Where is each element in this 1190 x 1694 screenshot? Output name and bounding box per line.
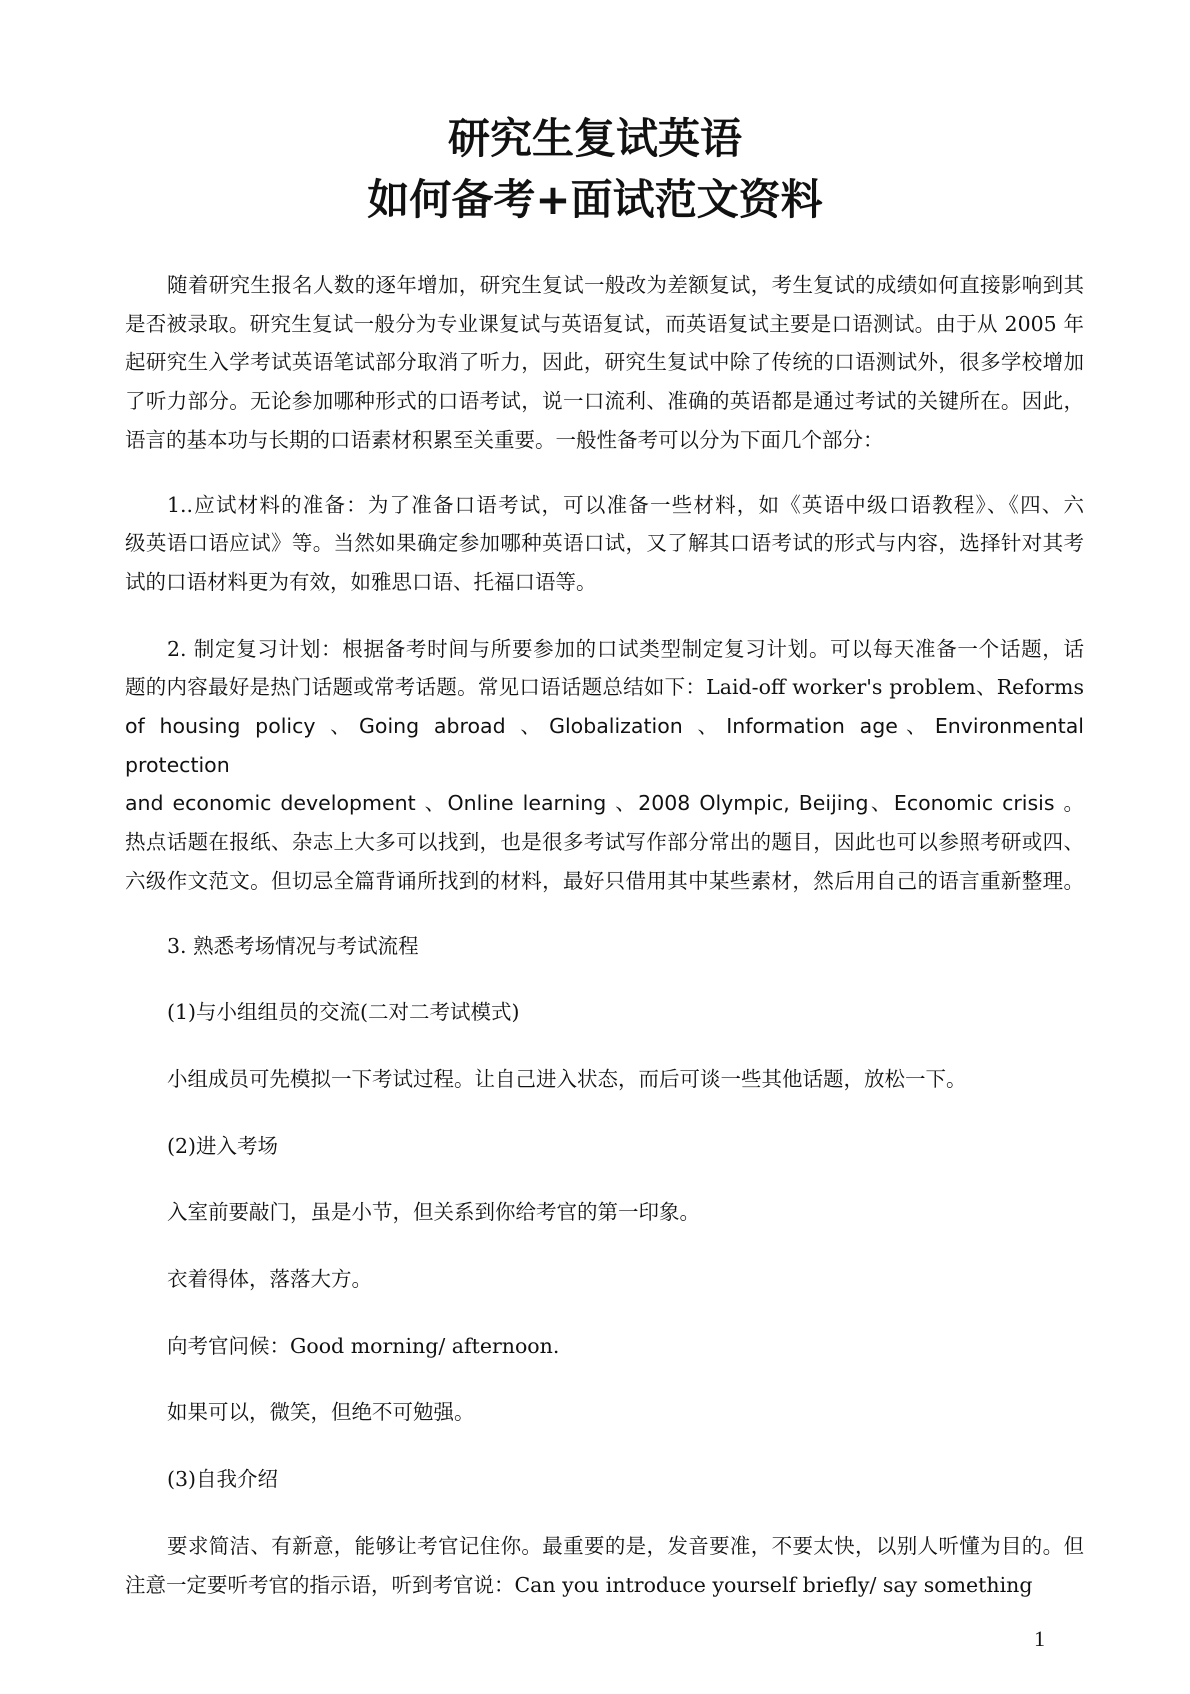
part3-sub1-text: 小组成员可先模拟一下考试过程。让自己进入状态，而后可谈一些其他话题，放松一下。 <box>167 1066 967 1091</box>
part3-sub2-heading: (2)进入考场 <box>167 1133 279 1158</box>
part2-line: 2. 制定复习计划：根据备考时间与所要参加的口试类型制定复习计划。可以每天准备一个话题，话 <box>167 636 1084 661</box>
part2-line: of housing policy 、Going abroad 、Globalization 、Information age、Environmental protection <box>125 714 1084 777</box>
intro-line: 了听力部分。无论参加哪种形式的口语考试，说一口流利、准确的英语都是通过考试的关键所在。因此， <box>125 389 1084 414</box>
part3-sub2-line: 如果可以，微笑，但绝不可勉强。 <box>167 1400 475 1425</box>
part1-line: 级英语口语应试》等。当然如果确定参加哪种英语口试，又了解其口语考试的形式与内容，选择针对其考 <box>125 531 1084 556</box>
part3-sub3-heading: (3)自我介绍 <box>167 1467 279 1492</box>
document-title-line-1: 研究生复试英语 <box>447 114 742 163</box>
part2-line: 题的内容最好是热门话题或常考话题。常见口语话题总结如下：Laid-off worker's problem、Reforms <box>125 675 1084 700</box>
intro-line: 起研究生入学考试英语笔试部分取消了听力，因此，研究生复试中除了传统的口语测试外，很多学校增加 <box>125 350 1084 375</box>
part3-heading: 3. 熟悉考场情况与考试流程 <box>167 933 419 958</box>
part2-line: 热点话题在报纸、杂志上大多可以找到，也是很多考试写作部分常出的题目，因此也可以参照考研或四、 <box>125 830 1084 855</box>
part3-sub1-heading: (1)与小组组员的交流(二对二考试模式) <box>167 1000 520 1025</box>
part3-sub3-line: 要求简洁、有新意，能够让考官记住你。最重要的是，发音要准，不要太快，以别人听懂为目的。但 <box>167 1533 1084 1558</box>
part1-line: 1..应试材料的准备：为了准备口语考试，可以准备一些材料，如《英语中级口语教程》、《四、六 <box>167 492 1084 517</box>
part3-sub2-line: 向考官问候：Good morning/ afternoon. <box>167 1333 560 1358</box>
part3-sub2-line: 衣着得体，落落大方。 <box>167 1267 372 1292</box>
part2-line: 六级作文范文。但切忌全篇背诵所找到的材料，最好只借用其中某些素材，然后用自己的语言重新整理。 <box>125 868 1084 893</box>
intro-line: 随着研究生报名人数的逐年增加，研究生复试一般改为差额复试，考生复试的成绩如何直接影响到其 <box>167 273 1084 297</box>
page-number: 1 <box>1034 1626 1045 1652</box>
intro-line: 是否被录取。研究生复试一般分为专业课复试与英语复试，而英语复试主要是口语测试。由于从 2005 年 <box>125 311 1084 336</box>
part3-sub2-line: 入室前要敲门，虽是小节，但关系到你给考官的第一印象。 <box>167 1200 700 1225</box>
intro-line: 语言的基本功与长期的口语素材积累至关重要。一般性备考可以分为下面几个部分： <box>125 427 884 452</box>
part1-line: 试的口语材料更为有效，如雅思口语、托福口语等。 <box>125 569 597 594</box>
document-title-line-2: 如何备考+面试范文资料 <box>367 175 823 224</box>
part2-line: and economic development 、Online learning 、2008 Olympic, Beijing、Economic crisis 。 <box>125 791 1084 816</box>
part3-sub3-line: 注意一定要听考官的指示语，听到考官说：Can you introduce yourself briefly/ say something <box>125 1572 1033 1597</box>
